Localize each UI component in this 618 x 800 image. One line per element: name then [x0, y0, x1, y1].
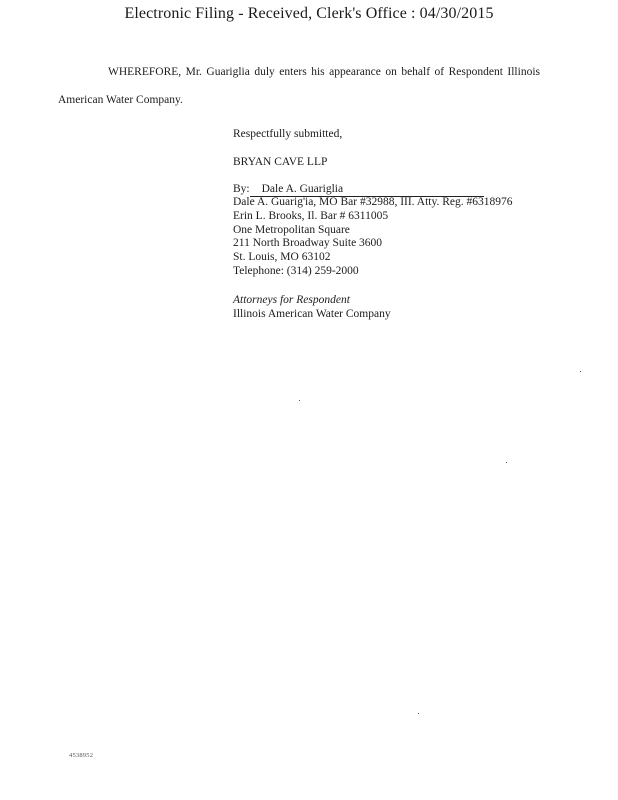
attorney-detail: Erin L. Brooks, Il. Bar # 6311005 [233, 209, 389, 222]
firm-name: BRYAN CAVE LLP [233, 156, 328, 168]
telephone-line: Telephone: (314) 259-2000 [233, 264, 359, 277]
address-line: 211 North Broadway Suite 3600 [233, 237, 383, 250]
signature-line [233, 182, 553, 196]
attorney-role: Attorneys for Respondent [233, 293, 350, 306]
scan-speck [506, 462, 507, 463]
signature-block [233, 126, 553, 321]
closing-line: Respectfully submitted, [233, 128, 343, 140]
scan-speck [418, 713, 419, 714]
address-line: St. Louis, MO 63102 [233, 251, 331, 264]
wherefore-paragraph: WHEREFORE, Mr. Guariglia duly enters his appearance on behalf of Respondent Illinois American Water Company. [58, 66, 540, 106]
address-line: One Metropolitan Square [233, 223, 350, 236]
document-id: 4538952 [69, 752, 94, 759]
signature-name: Dale A. Guariglia [250, 183, 484, 197]
client-name: Illinois American Water Company [233, 307, 391, 320]
filing-stamp: Electronic Filing - Received, Clerk's Office : 04/30/2015 [124, 5, 494, 22]
by-label: By: [233, 183, 250, 195]
attorney-detail: Dale A. Guarig'ia, MO Bar #32988, III. Atty. Reg. #6318976 [233, 196, 513, 208]
scan-speck [580, 371, 581, 372]
scan-speck [299, 400, 300, 401]
